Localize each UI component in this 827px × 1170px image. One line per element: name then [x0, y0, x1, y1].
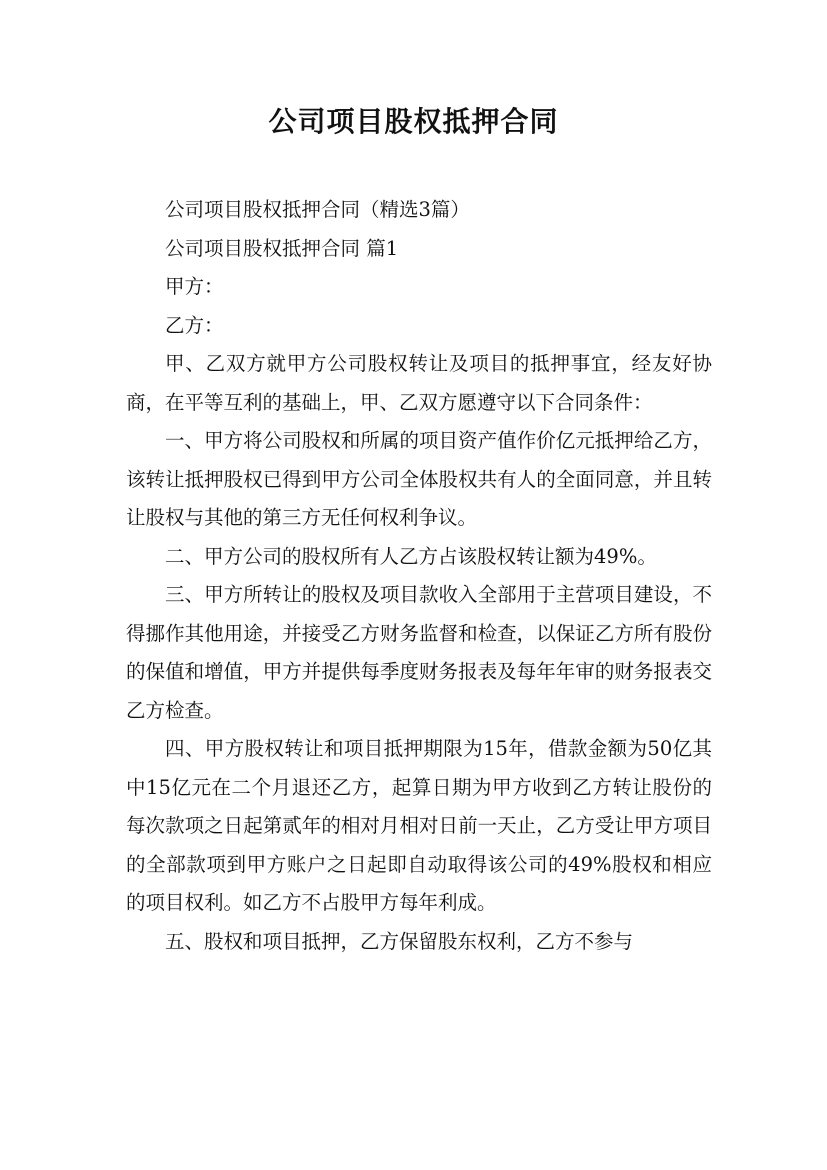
paragraph-subtitle: 公司项目股权抵押合同（精选3篇） — [165, 198, 470, 221]
document-title: 公司项目股权抵押合同 — [268, 105, 559, 138]
paragraph-clause-4: 四、甲方股权转让和项目抵押期限为15年，借款金额为50亿其中15亿元在二个月退还乙方，起算日期为甲方收到乙方转让股份的每次款项之日起第贰年的相对月相对日前一天止，乙方受让甲方项目的全部款项到甲方账户之日起即自动取得该公司的49%股权和相应的项目权利。如乙方不占股甲方每年利成。 — [126, 737, 712, 914]
paragraph-party-a: 甲方： — [165, 275, 224, 298]
paragraph-clause-5: 五、股权和项目抵押，乙方保留股东权利，乙方不参与 — [165, 929, 634, 953]
paragraph-party-b: 乙方： — [165, 313, 224, 337]
paragraph-clause-1: 一、甲方将公司股权和所属的项目资产值作价亿元抵押给乙方，该转让抵押股权已得到甲方公司全体股权共有人的全面同意，并且转让股权与其他的第三方无任何权利争议。 — [126, 429, 712, 529]
paragraph-preamble: 甲、乙双方就甲方公司股权转让及项目的抵押事宜，经友好协商，在平等互利的基础上，甲、乙双方愿遵守以下合同条件： — [126, 352, 712, 414]
paragraph-clause-3: 三、甲方所转让的股权及项目款收入全部用于主营项目建设，不得挪作其他用途，并接受乙方财务监督和检查，以保证乙方所有股份的保值和增值，甲方并提供每季度财务报表及每年年审的财务报表交乙方检查。 — [126, 583, 712, 722]
document-body — [126, 191, 712, 961]
paragraph-section-heading: 公司项目股权抵押合同 篇1 — [165, 236, 399, 260]
paragraph-clause-2: 二、甲方公司的股权所有人乙方占该股权转让额为49%。 — [165, 544, 657, 568]
